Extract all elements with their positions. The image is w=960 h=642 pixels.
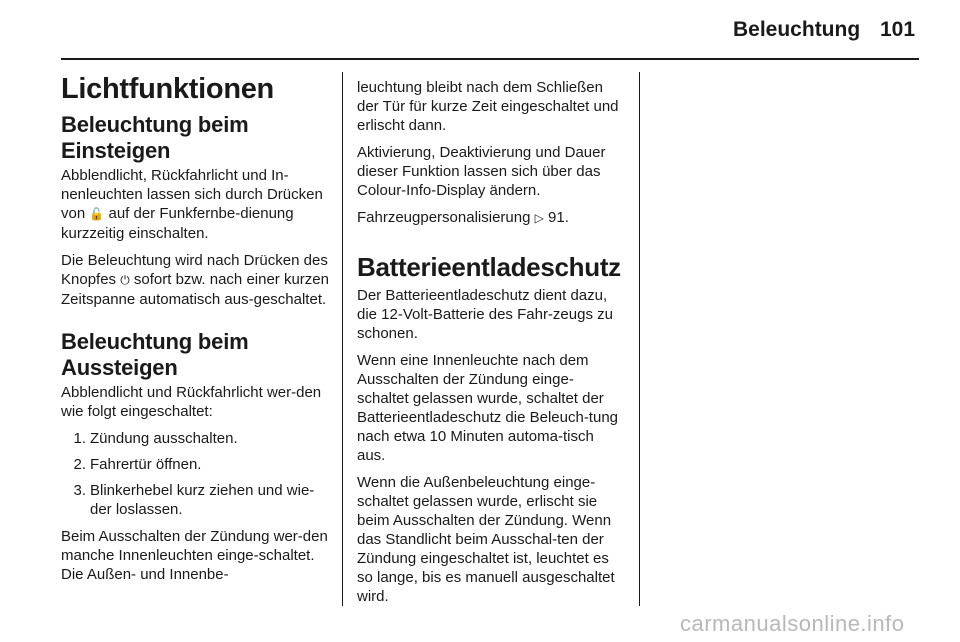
paragraph: Abblendlicht und Rückfahrlicht wer-den wie folgt eingeschaltet: (61, 384, 322, 420)
step-text: Fahrertür öffnen. (90, 456, 202, 473)
header-rule (61, 58, 919, 60)
watermark: carmanualsonline.info (680, 611, 905, 636)
section-heading-aussteigen (61, 329, 329, 381)
main-heading: Lichtfunktionen (61, 73, 274, 105)
section-heading-einsteigen (61, 112, 329, 164)
heading-line: Einsteigen (61, 138, 171, 163)
reference-arrow-icon: ▷ (534, 211, 544, 225)
paragraph (61, 166, 329, 243)
paragraph: Beim Ausschalten der Zündung wer-den manche Innenleuchten einge-schaltet. Die Außen- und Innenbe- (61, 528, 328, 583)
column-divider (342, 72, 343, 606)
paragraph (61, 251, 329, 309)
list-item (61, 455, 329, 474)
paragraph-text: auf der Funkfernbe-dienung kurzzeitig einschalten. (61, 205, 294, 242)
step-number: 3. (73, 482, 86, 499)
unlock-icon: 🔓 (89, 207, 105, 221)
step-text: Blinkerhebel kurz ziehen und wie-der loslassen. (90, 482, 315, 518)
section-heading-batterieentladeschutz: Batterieentladeschutz (357, 252, 621, 282)
paragraph: Wenn eine Innenleuchte nach dem Ausschalten der Zündung einge-schaltet gelassen wurde, schaltet der Batterieentladeschutz die Beleuch-tung nach etwa 10 Minuten automa-tisch aus. (357, 352, 619, 464)
heading-line: Aussteigen (61, 355, 178, 380)
page-number: 101 (880, 18, 916, 41)
left-column (61, 72, 329, 592)
column-divider (639, 72, 640, 606)
paragraph: leuchtung bleibt nach dem Schließen der Tür für kurze Zeit eingeschaltet und erlischt dann. (357, 79, 619, 134)
page-header-title: Beleuchtung (733, 18, 861, 41)
paragraph-text: Abblendlicht, Rückfahrlicht und In-nenleuchten lassen sich durch Drücken von (61, 167, 323, 222)
list-item (61, 429, 329, 448)
paragraph-text: Die Beleuchtung wird nach Drücken des Knopfes (61, 252, 328, 288)
middle-column (357, 78, 625, 614)
steps-list (61, 429, 329, 519)
paragraph: Der Batterieentladeschutz dient dazu, die 12-Volt-Batterie des Fahr-zeugs zu schonen. (357, 287, 613, 342)
heading-line: Beleuchtung beim (61, 329, 249, 354)
cross-reference (357, 208, 625, 228)
reference-page: 91. (543, 209, 569, 226)
heading-line: Beleuchtung beim (61, 112, 249, 137)
step-number: 1. (73, 430, 86, 447)
paragraph-text: sofort bzw. nach einer kurzen Zeitspanne automatisch aus-geschaltet. (61, 271, 329, 308)
reference-text: Fahrzeugpersonalisierung (357, 209, 535, 226)
paragraph: Wenn die Außenbeleuchtung einge-schaltet gelassen wurde, erlischt sie beim Ausschalten der Zündung. Wenn das Standlicht beim Ausschal-ten der Zündung eingeschaltet ist, leuchtet es so lange, bis es manuell ausgeschaltet wird. (357, 474, 615, 605)
list-item (61, 481, 329, 519)
paragraph: Aktivierung, Deaktivierung und Dauer dieser Funktion lassen sich über das Colour-Info-Display ändern. (357, 144, 606, 199)
power-icon: ⏻ (120, 273, 130, 287)
step-number: 2. (73, 456, 86, 473)
step-text: Zündung ausschalten. (90, 430, 238, 447)
